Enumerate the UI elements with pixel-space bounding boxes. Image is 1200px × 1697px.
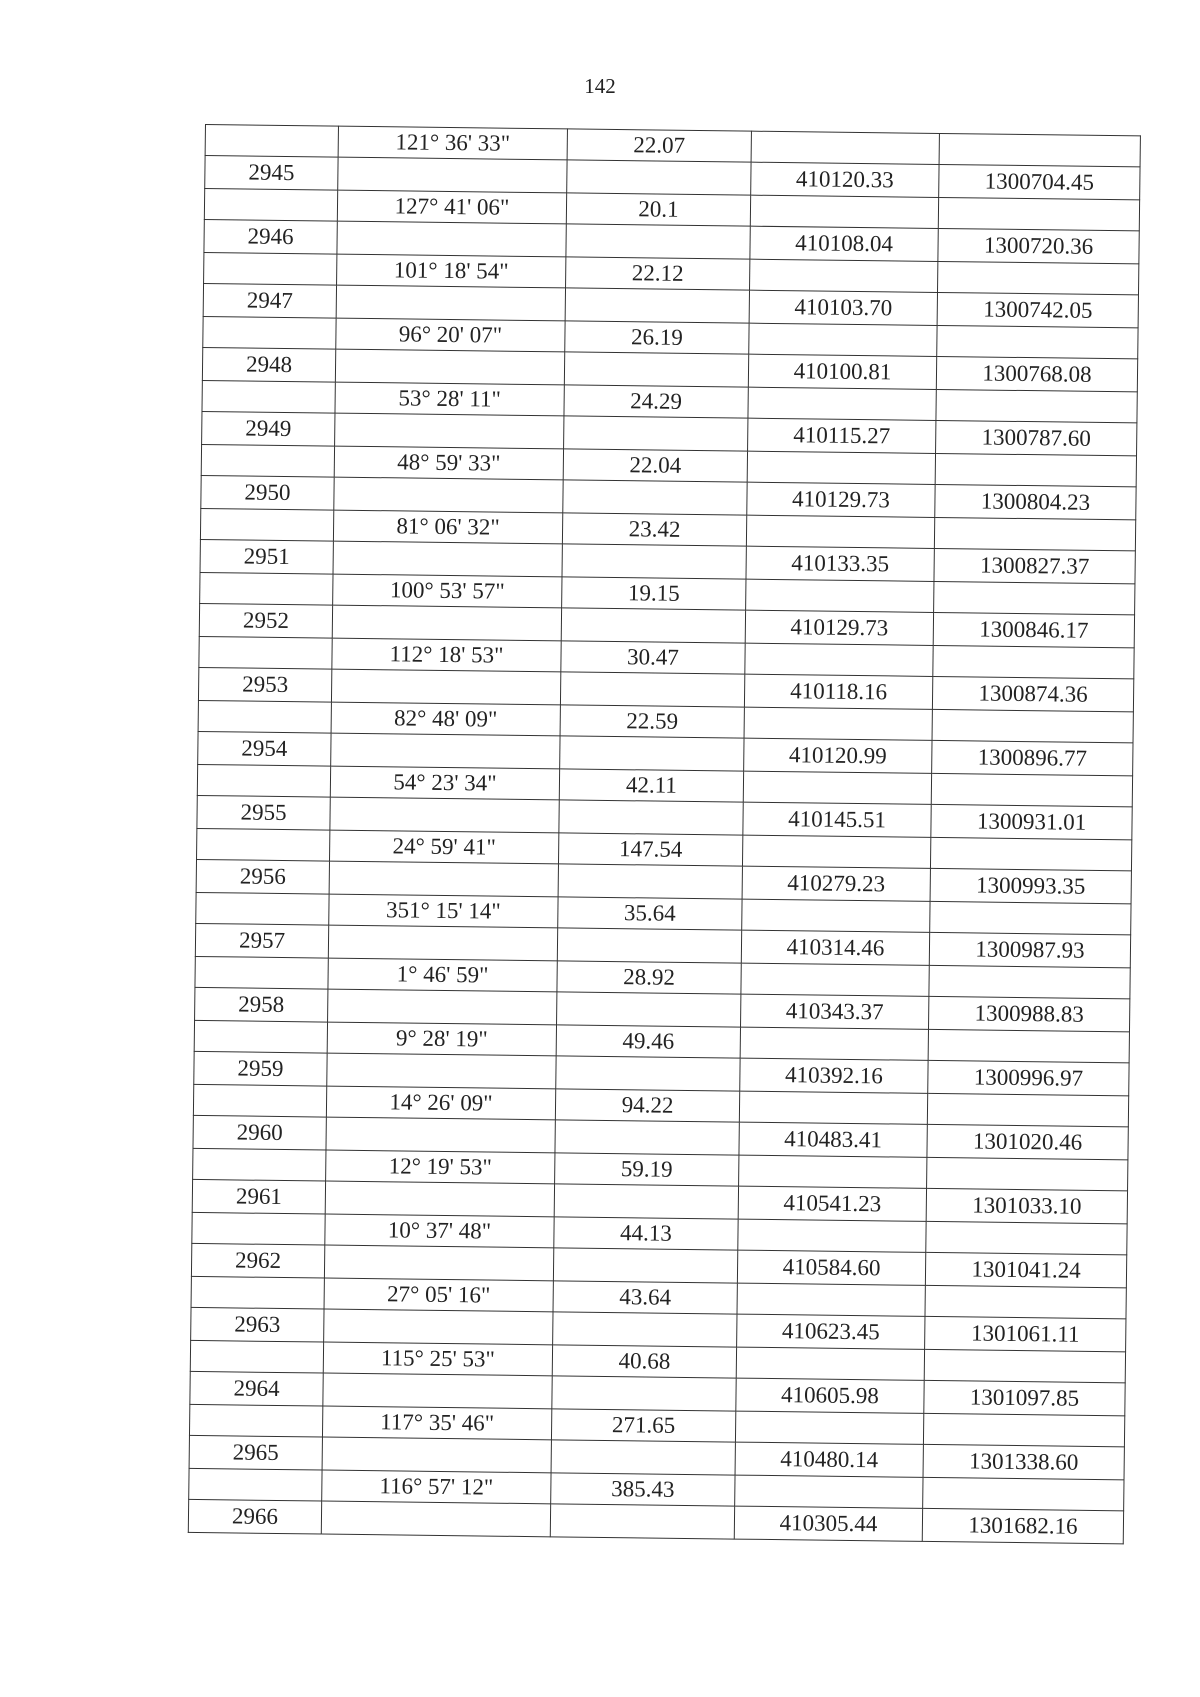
bearing-spacer-cell [326,1117,555,1153]
bearing-cell: 96° 20' 07" [336,318,565,352]
station-spacer-cell [193,1148,326,1181]
northing-spacer-cell [738,1219,926,1252]
easting-spacer-cell [934,581,1135,614]
easting-cell: 1300846.17 [933,612,1134,647]
bearing-spacer-cell [331,733,560,769]
northing-spacer-cell [735,1411,923,1444]
northing-cell: 410480.14 [735,1442,923,1477]
station-number-cell: 2946 [204,219,337,254]
survey-table-container [188,124,1140,1544]
northing-spacer-cell [736,1347,924,1380]
bearing-cell: 117° 35' 46" [322,1406,551,1440]
distance-spacer-cell [555,1120,739,1155]
easting-cell: 1300996.97 [928,1060,1129,1095]
northing-spacer-cell [742,835,930,868]
bearing-spacer-cell [330,797,559,833]
bearing-cell: 81° 06' 32" [333,510,562,544]
easting-cell: 1300768.08 [936,356,1137,391]
station-spacer-cell [197,828,330,861]
easting-spacer-cell [934,517,1135,550]
station-number-cell: 2957 [195,923,328,958]
easting-spacer-cell [927,1093,1128,1126]
easting-cell: 1301041.24 [925,1252,1126,1287]
northing-cell: 410115.27 [748,418,936,453]
bearing-spacer-cell [331,669,560,705]
easting-spacer-cell [933,645,1134,678]
distance-cell: 40.68 [552,1345,736,1378]
survey-coordinates-table [188,124,1141,1544]
bearing-cell: 351° 15' 14" [329,894,558,928]
distance-spacer-cell [564,352,748,387]
northing-spacer-cell [741,963,929,996]
bearing-cell: 27° 05' 16" [324,1278,553,1312]
station-number-cell: 2956 [196,859,329,894]
distance-spacer-cell [551,1440,735,1475]
northing-spacer-cell [748,387,936,420]
bearing-spacer-cell [324,1245,553,1281]
distance-cell: 147.54 [558,833,742,866]
northing-spacer-cell [750,195,938,228]
distance-cell: 30.47 [561,641,745,674]
station-spacer-cell [193,1084,326,1117]
distance-spacer-cell [553,1312,737,1347]
bearing-spacer-cell [328,989,557,1025]
station-number-cell: 2966 [188,1499,321,1534]
northing-spacer-cell [745,643,933,676]
bearing-cell: 115° 25' 53" [323,1342,552,1376]
northing-spacer-cell [737,1283,925,1316]
northing-spacer-cell [743,771,931,804]
easting-spacer-cell [930,837,1131,870]
station-spacer-cell [196,892,329,925]
northing-cell: 410605.98 [736,1378,924,1413]
bearing-cell: 54° 23' 34" [330,766,559,800]
distance-cell: 22.12 [566,257,750,290]
northing-cell: 410118.16 [744,674,932,709]
bearing-cell: 112° 18' 53" [332,638,561,672]
distance-spacer-cell [556,1056,740,1091]
bearing-cell: 48° 59' 33" [334,446,563,480]
northing-cell: 410129.73 [747,482,935,517]
easting-cell: 1301682.16 [922,1508,1123,1543]
distance-spacer-cell [561,608,745,643]
station-number-cell: 2954 [198,731,331,766]
station-number-cell: 2951 [200,539,333,574]
station-spacer-cell [202,380,335,413]
northing-spacer-cell [749,323,937,356]
easting-cell: 1300931.01 [931,804,1132,839]
station-number-cell: 2963 [191,1307,324,1342]
bearing-cell: 101° 18' 54" [337,254,566,288]
station-spacer-cell [195,956,328,989]
northing-cell: 410120.99 [744,738,932,773]
station-spacer-cell [190,1340,323,1373]
station-number-cell: 2958 [195,987,328,1022]
station-spacer-cell [201,444,334,477]
station-spacer-cell [203,316,336,349]
distance-cell: 22.04 [563,449,747,482]
station-spacer-cell [189,1404,322,1437]
easting-cell: 1300742.05 [937,292,1138,327]
distance-spacer-cell [563,480,747,515]
distance-spacer-cell [557,928,741,963]
distance-spacer-cell [554,1184,738,1219]
easting-cell: 1300987.93 [929,932,1130,967]
distance-spacer-cell [550,1504,734,1539]
station-number-cell: 2947 [203,283,336,318]
easting-spacer-cell [931,773,1132,806]
station-number-cell: 2949 [202,411,335,446]
distance-spacer-cell [564,416,748,451]
easting-spacer-cell [923,1477,1124,1510]
station-number-cell: 2945 [205,156,338,191]
bearing-cell: 82° 48' 09" [331,702,560,736]
distance-spacer-cell [560,736,744,771]
station-spacer-cell [197,764,330,797]
northing-cell: 410120.33 [751,162,939,197]
distance-cell: 59.19 [555,1153,739,1186]
northing-cell: 410133.35 [746,546,934,581]
northing-spacer-cell [740,1027,928,1060]
station-number-cell: 2960 [193,1115,326,1150]
bearing-spacer-cell [322,1437,551,1473]
station-number-cell: 2959 [194,1051,327,1086]
easting-cell: 1300720.36 [938,228,1139,263]
distance-spacer-cell [565,288,749,323]
distance-spacer-cell [560,672,744,707]
distance-cell: 22.59 [560,705,744,738]
northing-cell: 410145.51 [743,802,931,837]
bearing-cell: 12° 19' 53" [326,1150,555,1184]
northing-spacer-cell [739,1155,927,1188]
distance-cell: 20.1 [566,193,750,226]
distance-cell: 23.42 [562,513,746,546]
station-spacer-cell [204,252,337,285]
northing-spacer-cell [746,579,934,612]
easting-spacer-cell [923,1413,1124,1446]
northing-spacer-cell [735,1475,923,1508]
easting-spacer-cell [938,197,1139,230]
northing-spacer-cell [744,707,932,740]
easting-cell: 1300896.77 [932,740,1133,775]
northing-spacer-cell [750,259,938,292]
easting-spacer-cell [925,1285,1126,1318]
easting-cell: 1300874.36 [932,676,1133,711]
northing-cell: 410483.41 [739,1122,927,1157]
bearing-cell: 127° 41' 06" [337,190,566,224]
bearing-spacer-cell [327,1053,556,1089]
northing-cell: 410129.73 [745,610,933,645]
distance-spacer-cell [566,224,750,259]
distance-spacer-cell [559,800,743,835]
station-number-cell: 2948 [202,347,335,382]
distance-cell: 43.64 [553,1281,737,1314]
northing-cell: 410279.23 [742,866,930,901]
page-number: 142 [584,74,616,98]
station-spacer-cell [204,189,337,222]
station-number-cell: 2964 [190,1371,323,1406]
easting-spacer-cell [927,1157,1128,1190]
northing-spacer-cell [747,451,935,484]
northing-cell: 410392.16 [740,1058,928,1093]
station-spacer-cell [192,1212,325,1245]
distance-cell: 24.29 [564,385,748,418]
bearing-spacer-cell [329,861,558,897]
bearing-spacer-cell [325,1181,554,1217]
northing-cell: 410100.81 [748,354,936,389]
distance-cell: 28.92 [557,961,741,994]
distance-cell: 49.46 [556,1025,740,1058]
station-spacer-cell [191,1276,324,1309]
easting-cell: 1300827.37 [934,548,1135,583]
northing-spacer-cell [751,131,939,164]
northing-cell: 410103.70 [749,290,937,325]
bearing-spacer-cell [337,221,566,257]
northing-cell: 410343.37 [741,994,929,1029]
bearing-spacer-cell [333,541,562,577]
station-spacer-cell [194,1020,327,1053]
bearing-cell: 53° 28' 11" [335,382,564,416]
easting-spacer-cell [939,133,1140,166]
distance-cell: 35.64 [558,897,742,930]
bearing-spacer-cell [323,1373,552,1409]
distance-cell: 22.07 [567,129,751,162]
easting-spacer-cell [937,261,1138,294]
northing-cell: 410305.44 [734,1506,922,1541]
station-spacer-cell [199,636,332,669]
bearing-cell: 1° 46' 59" [328,958,557,992]
easting-spacer-cell [937,325,1138,358]
easting-cell: 1300804.23 [935,484,1136,519]
distance-spacer-cell [557,992,741,1027]
easting-spacer-cell [926,1221,1127,1254]
easting-spacer-cell [929,965,1130,998]
distance-cell: 385.43 [551,1473,735,1506]
easting-spacer-cell [930,901,1131,934]
distance-spacer-cell [567,160,751,195]
northing-spacer-cell [739,1091,927,1124]
bearing-spacer-cell [335,413,564,449]
distance-spacer-cell [558,864,742,899]
bearing-cell: 116° 57' 12" [322,1470,551,1504]
bearing-cell: 14° 26' 09" [326,1086,555,1120]
easting-cell: 1300988.83 [928,996,1129,1031]
distance-cell: 271.65 [551,1409,735,1442]
easting-spacer-cell [935,453,1136,486]
bearing-spacer-cell [332,605,561,641]
easting-cell: 1301097.85 [924,1380,1125,1415]
distance-spacer-cell [553,1248,737,1283]
station-spacer-cell [200,572,333,605]
distance-cell: 42.11 [559,769,743,802]
easting-cell: 1300704.45 [939,164,1140,199]
northing-spacer-cell [742,899,930,932]
station-spacer-cell [189,1468,322,1501]
northing-cell: 410314.46 [741,930,929,965]
station-number-cell: 2950 [201,475,334,510]
northing-cell: 410108.04 [750,226,938,261]
bearing-cell: 10° 37' 48" [325,1214,554,1248]
station-number-cell: 2961 [192,1179,325,1214]
bearing-spacer-cell [328,925,557,961]
northing-cell: 410584.60 [737,1250,925,1285]
bearing-cell: 121° 36' 33" [338,126,567,160]
easting-spacer-cell [932,709,1133,742]
bearing-cell: 100° 53' 57" [333,574,562,608]
easting-cell: 1301338.60 [923,1444,1124,1479]
station-spacer-cell [205,125,338,158]
bearing-spacer-cell [334,477,563,513]
station-number-cell: 2965 [189,1435,322,1470]
station-spacer-cell [200,508,333,541]
distance-spacer-cell [552,1376,736,1411]
distance-cell: 19.15 [562,577,746,610]
bearing-spacer-cell [336,285,565,321]
station-number-cell: 2952 [199,603,332,638]
northing-cell: 410541.23 [738,1186,926,1221]
easting-spacer-cell [936,389,1137,422]
bearing-cell: 24° 59' 41" [330,830,559,864]
station-number-cell: 2953 [198,667,331,702]
station-number-cell: 2962 [191,1243,324,1278]
distance-cell: 94.22 [555,1089,739,1122]
northing-spacer-cell [746,515,934,548]
distance-spacer-cell [562,544,746,579]
survey-table-body [188,125,1140,1544]
bearing-spacer-cell [338,157,567,193]
distance-cell: 44.13 [554,1217,738,1250]
easting-spacer-cell [928,1029,1129,1062]
bearing-spacer-cell [321,1501,550,1537]
bearing-spacer-cell [324,1309,553,1345]
easting-cell: 1300993.35 [930,868,1131,903]
bearing-cell: 9° 28' 19" [327,1022,556,1056]
station-number-cell: 2955 [197,795,330,830]
easting-spacer-cell [924,1349,1125,1382]
easting-cell: 1301061.11 [925,1316,1126,1351]
bearing-spacer-cell [335,349,564,385]
station-spacer-cell [198,700,331,733]
easting-cell: 1301020.46 [927,1124,1128,1159]
distance-cell: 26.19 [565,321,749,354]
northing-cell: 410623.45 [737,1314,925,1349]
easting-cell: 1301033.10 [926,1188,1127,1223]
easting-cell: 1300787.60 [936,420,1137,455]
